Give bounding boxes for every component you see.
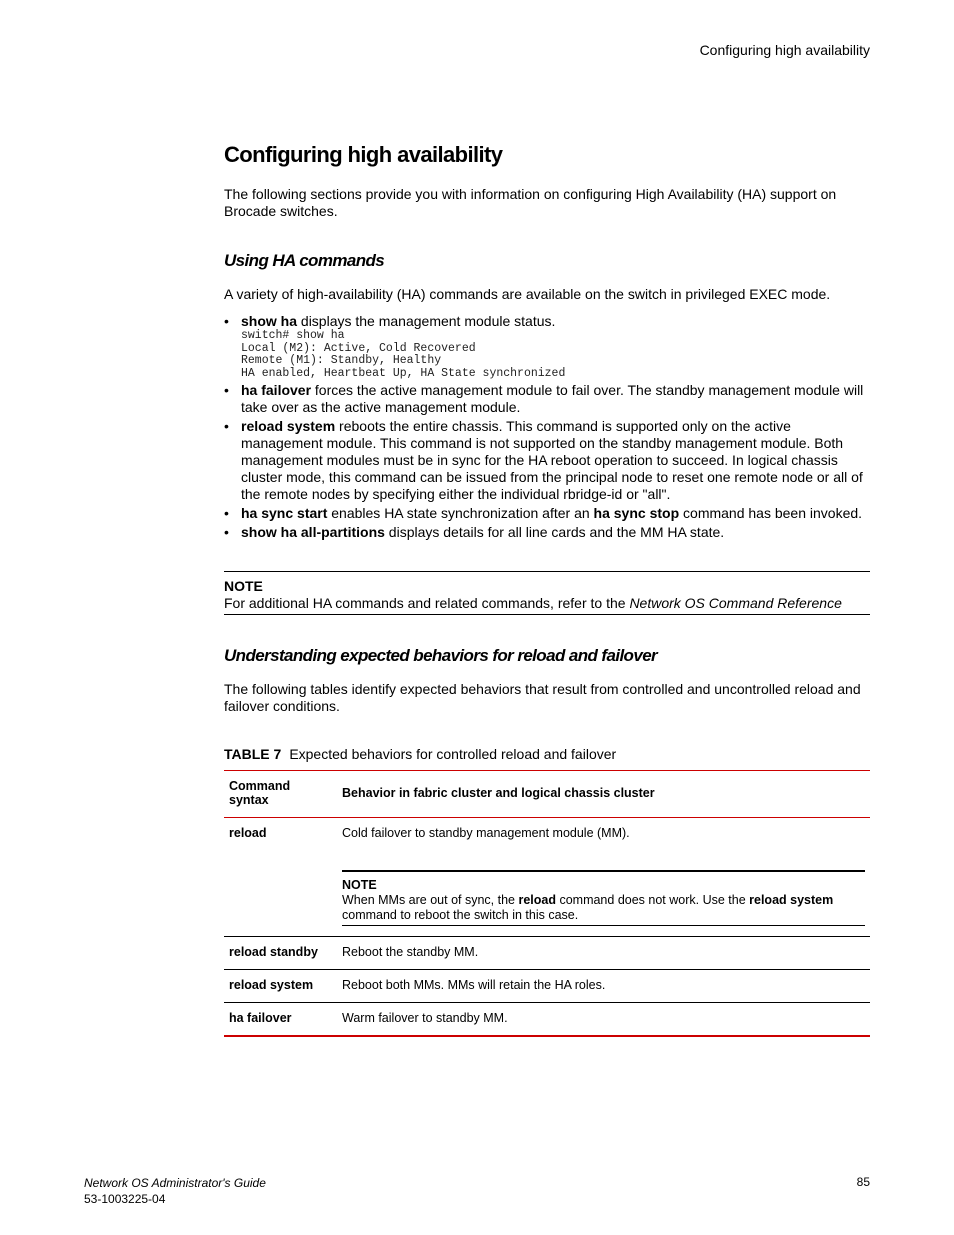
table-row [224, 1003, 870, 1037]
command-description: command has been invoked. [679, 505, 863, 521]
note-text [342, 893, 865, 923]
code-sample: switch# show ha Local (M2): Active, Cold Recovered Remote (M1): Standby, Healthy HA enabled, Heartbeat Up, HA State synchronized [241, 329, 566, 380]
bullet: • [224, 505, 229, 521]
subsection-title-behaviors: Understanding expected behaviors for reload and failover [224, 646, 658, 665]
note-box [224, 571, 870, 615]
footer-doc-info [84, 1175, 266, 1207]
list-item [224, 313, 870, 380]
bullet: • [224, 313, 229, 329]
command-name: reload [518, 893, 556, 907]
command-name: ha failover [241, 382, 312, 398]
note-title: NOTE [224, 578, 263, 594]
table-row [224, 937, 870, 970]
command-cell: ha failover [224, 1003, 337, 1037]
section-intro: The following sections provide you with information on configuring High Availability (HA) support on Brocade switches. [224, 186, 837, 219]
command-description: displays the management module status. [297, 313, 556, 329]
table-row [224, 818, 870, 937]
subsection-title-ha-commands: Using HA commands [224, 251, 385, 270]
behavior-text: Cold failover to standby management module (MM). [342, 826, 630, 840]
command-description: enables HA state synchronization after an [327, 505, 594, 521]
list-item [224, 418, 870, 503]
section-title: Configuring high availability [224, 142, 503, 167]
page-content [224, 140, 870, 1037]
behaviors-intro: The following tables identify expected behaviors that result from controlled and uncontrolled reload and failover conditions. [224, 681, 861, 714]
command-description: forces the active management module to fail over. The standby management module will take over as the active management module. [241, 382, 864, 415]
list-item [224, 524, 870, 541]
note-title: NOTE [342, 878, 377, 892]
note-text [224, 595, 870, 612]
table-note [342, 870, 865, 926]
command-name: ha sync stop [593, 505, 680, 521]
note-body: When MMs are out of sync, the [342, 893, 519, 907]
behavior-cell: Warm failover to standby MM. [337, 1003, 870, 1037]
bullet: • [224, 382, 229, 398]
running-header: Configuring high availability [699, 42, 870, 58]
command-name: ha sync start [241, 505, 328, 521]
table-number: TABLE 7 [224, 746, 282, 762]
command-description: reboots the entire chassis. This command is supported only on the active management module. This command is not supported on the standby management module. Both management modules must be in sync for the HA reboot operation to succeed. In logical chassis cluster mode, this command can be issued from the principal node to reset one remote node or all of the remote nodes by specifying either the individual rbridge-id or "all". [241, 418, 863, 502]
list-item [224, 505, 870, 522]
list-item [224, 382, 870, 416]
column-header: Behavior in fabric cluster and logical chassis cluster [337, 771, 870, 818]
note-body: command does not work. Use the [555, 893, 750, 907]
bullet: • [224, 418, 229, 434]
reference-title: Network OS Command Reference [629, 595, 842, 611]
column-header: Command syntax [224, 771, 337, 818]
command-name: show ha all-partitions [241, 524, 385, 540]
behavior-table [224, 770, 870, 1037]
note-body: command to reboot the switch in this case. [342, 908, 579, 922]
footer-doc-number: 53-1003225-04 [84, 1192, 166, 1206]
behavior-cell: Reboot both MMs. MMs will retain the HA roles. [337, 970, 870, 1003]
note-body: For additional HA commands and related commands, refer to the [224, 595, 630, 611]
command-name: reload system [749, 893, 834, 907]
footer-doc-title: Network OS Administrator's Guide [84, 1176, 266, 1190]
table-header-row [224, 771, 870, 818]
behavior-cell [337, 818, 870, 937]
table-caption [224, 746, 870, 763]
table-title: Expected behaviors for controlled reload and failover [289, 746, 617, 762]
command-name: reload system [241, 418, 336, 434]
command-description: displays details for all line cards and the MM HA state. [384, 524, 725, 540]
ha-commands-intro: A variety of high-availability (HA) commands are available on the switch in privileged EXEC mode. [224, 286, 831, 302]
command-cell: reload standby [224, 937, 337, 970]
table-row [224, 970, 870, 1003]
page-number: 85 [856, 1175, 870, 1189]
bullet: • [224, 524, 229, 540]
ha-command-list [224, 313, 870, 541]
command-cell: reload system [224, 970, 337, 1003]
behavior-cell: Reboot the standby MM. [337, 937, 870, 970]
command-name: show ha [241, 313, 298, 329]
command-cell: reload [224, 818, 337, 937]
